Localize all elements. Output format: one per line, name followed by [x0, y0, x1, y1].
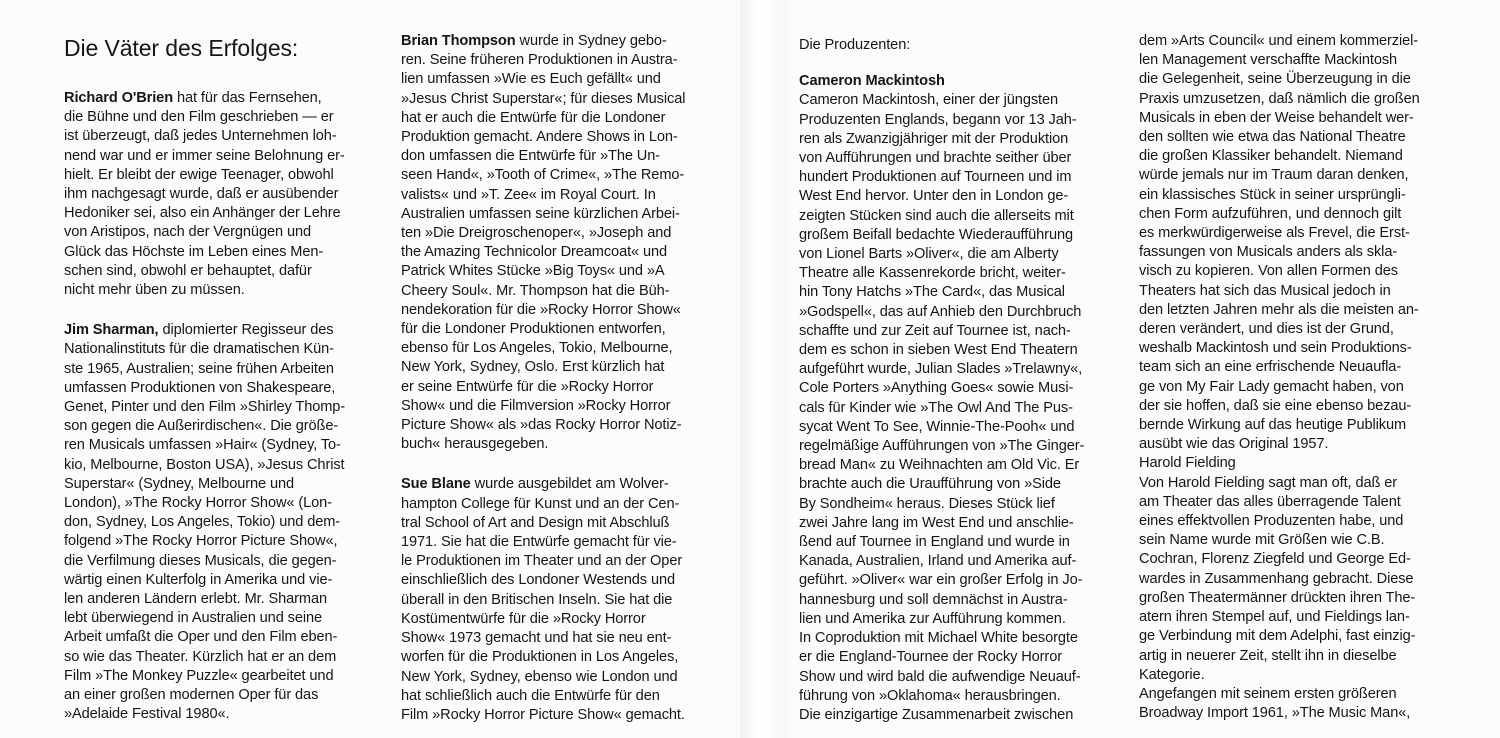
column-3 — [799, 32, 1119, 725]
bio-cameron-mackintosh-continued: dem »Arts Council« und einem kommerziel- len Management verschaffte Mackintosh die Gelegenheit, seine Überzeugung in die Praxis umzusetzen, daß nämlich die großen Musicals in eben der Weise behandelt wer- den sollten wie etwa das National Theatre die großen Klassiker behandelt. Niemand würde jemals nur im Traum daran denken, ein klassisches Stück in seiner ursprüngli- chen Form aufzuführen, und dennoch gilt es merkwürdigerweise als Frevel, die Erst- fassungen von Musicals anders als skla- visch zu kopieren. Von allen Formen des Theaters hat sich das Musical jedoch in den letzten Jahren mehr als die meisten an- deren verändert, und dies ist der Grund, weshalb Mackintosh und sein Produktions- team sich an eine erfrischende Neuaufla- ge von My Fair Lady gemacht haben, von der sie hoffen, daß sie eine ebenso bezau- bernde Wirkung auf das heutige Publikum ausübt wie das Original 1957. — [1139, 33, 1420, 453]
page-fold — [740, 0, 788, 738]
bio-name: Richard O'Brien — [64, 90, 174, 106]
bio-sue-blane: Sue Blane wurde ausgebildet am Wolver- hampton College für Kunst und an der Cen- tral School of Art and Design mit Abschluß 1971. Sie hat die Entwürfe gemacht für vie- le Produktionen im Theater und an der Oper einschließlich des Londoner Westends und überall in den Britischen Inseln. Sie hat die Kostümentwürfe für die »Rocky Horror Show« 1973 gemacht und hat sie neu ent- worfen für die Produktionen in Los Angeles, New York, Sydney, ebenso wie London und hat schließlich auch die Entwürfe für den Film »Rocky Horror Picture Show« gemacht. — [401, 476, 685, 723]
bio-name: Brian Thompson — [401, 33, 516, 49]
bio-cameron-mackintosh: Cameron Mackintosh Cameron Mackintosh, einer der jüngsten Produzenten Englands, begann vor 13 Jah- ren als Zwanzigjähriger mit der Produktion von Aufführungen und brachte seither über hundert Produktionen auf Tourneen und im West End hervor. Unter den in London ge- zeigten Stücken sind auch die allerseits mit großem Beifall bedachte Wiederaufführung von Lionel Barts »Oliver«, die am Alberty Theatre alle Kassenrekorde bricht, weiter- hin Tony Hatchs »The Card«, das Musical »Godspell«, das auf Anhieb den Durchbruch schaffte und zur Zeit auf Tournee ist, nach- dem es schon in sieben West End Theatern aufgeführt wurde, Julian Slades »Trelawny«, Cole Porters »Anything Goes« sowie Musi- cals für Kinder wie »The Owl And The Pus- sycat Went To See, Winnie-The-Pooh« und regelmäßige Aufführungen von »The Ginger- bread Man« zu Weihnachten am Old Vic. Er brachte auch die Uraufführung von »Side By Sondheim« heraus. Dieses Stück lief zwei Jahre lang im West End und anschlie- ßend auf Tournee in England und wurde in Kanada, Australien, Irland und Amerika auf- geführt. »Oliver« war ein großer Erfolg in Jo- hannesburg und soll demnächst in Austra- lien und Amerika zur Aufführung kommen. In Coproduktion mit Michael White besorgte er die England-Tournee der Rocky Horror Show und wird bald die aufwendige Neuauf- führung von »Oklahoma« herausbringen. Die einzigartige Zusammenarbeit zwischen — [799, 72, 1119, 725]
bio-brian-thompson: Brian Thompson wurde in Sydney gebo- ren. Seine früheren Produktionen in Austra- lien umfassen »Wie es Euch gefällt« und »Jesus Christ Superstar«; für dieses Musical hat er auch die Entwürfe für die Londoner Produktion gemacht. Andere Shows in Lon- don umfassen die Entwürfe für »The Un- seen Hand«, »Tooth of Crime«, »The Remo- valists« und »T. Zee« im Royal Court. In Australien umfassen seine kürzlichen Arbei- ten »Die Dreigroschenoper«, »Joseph and the Amazing Technicolor Dreamcoat« und Patrick Whites Stücke »Big Toys« und »A Cheery Soul«. Mr. Thompson hat die Büh- nendekoration für die »Rocky Horror Show« für die Londoner Produktionen entworfen, ebenso für Los Angeles, Tokio, Melbourne, New York, Sydney, Oslo. Erst kürzlich hat er seine Entwürfe für die »Rocky Horror Show« und die Filmversion »Rocky Horror Picture Show« als »das Rocky Horror Notiz- buch« herausgegeben. — [401, 33, 686, 453]
producers-heading: Die Produzenten: — [799, 37, 911, 53]
column-1 — [64, 28, 384, 725]
column-2 — [401, 32, 721, 725]
bio-name: Harold Fielding — [1139, 455, 1236, 472]
column-4 — [1139, 32, 1459, 723]
bio-richard-obrien: Richard O'Brien hat für das Fernsehen, die Bühne und den Film geschrieben — er ist überzeugt, daß jedes Unternehmen loh- nend war und er immer seine Belohnung er- hielt. Er bleibt der ewige Teenager, obwohl ihm nachgesagt wurde, daß er ausübender Hedoniker sei, also ein Anhänger der Lehre von Aristipos, nach der Vergnügen und Glück das Höchste im Leben eines Men- schen sind, obwohl er behauptet, dafür nicht mehr üben zu müssen. — [64, 90, 345, 299]
page-title: Die Väter des Erfolges: — [64, 35, 299, 61]
bio-name: Cameron Mackintosh — [799, 73, 945, 90]
bio-jim-sharman: Jim Sharman, diplomierter Regisseur des Nationalinstituts für die dramatischen Kün- ste 1965, Australien; seine frühen Arbeiten umfassen Produktionen von Shakespeare, Genet, Pinter und den Film »Shirley Thomp- son gegen die Außerirdischen«. Die größe- ren Musicals umfassen »Hair« (Sydney, To- kio, Melbourne, Boston USA), »Jesus Christ Superstar« (Sydney, Melbourne und London), »The Rocky Horror Show« (Lon- don, Sydney, Los Angeles, Tokio) und dem- folgend »The Rocky Horror Picture Show«, die Verfilmung dieses Musicals, die gegen- wärtig einen Kulterfolg in Amerika und vie- len anderen Ländern erlebt. Mr. Sharman lebt überwiegend in Australien und seine Arbeit umfaßt die Oper und den Film eben- so wie das Theater. Kürzlich hat er an dem Film »The Monkey Puzzle« gearbeitet und an einer großen modernen Oper für das »Adelaide Festival 1980«. — [64, 322, 346, 723]
bio-harold-fielding: Harold Fielding Von Harold Fielding sagt man oft, daß er am Theater das alles überragende Talent eines effektvollen Produzenten habe, und sein Name wurde mit Größen wie C.B. Cochran, Florenz Ziegfeld und George Ed- wardes in Zusammenhang gebracht. Diese großen Theatermänner drückten ihren The- atern ihren Stempel auf, und Fieldings lan- ge Verbindung mit dem Adelphi, fast einzig- artig in neuerer Zeit, stellt ihn in dieselbe Kategorie. Angefangen mit seinem ersten größeren Broadway Import 1961, »The Music Man«, — [1139, 454, 1459, 723]
bio-name: Jim Sharman, — [64, 322, 159, 339]
bio-name: Sue Blane — [401, 476, 471, 493]
